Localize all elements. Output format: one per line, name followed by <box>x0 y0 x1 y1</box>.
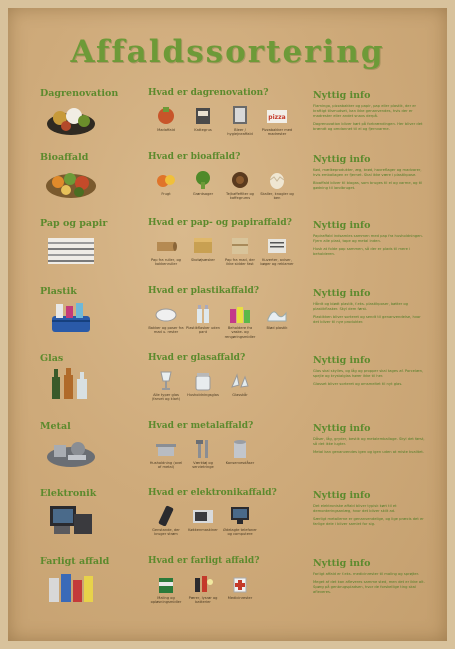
category-question: Hvad er elektronikaffald? <box>148 488 277 498</box>
can-icon <box>228 437 252 459</box>
info-title: Nyttig info <box>313 558 371 569</box>
info-paragraph: Bioaffald bliver til biogas, som bruges til el og varme, og til gødning til landbruget. <box>313 181 423 190</box>
list-item <box>222 302 258 339</box>
vegetable-scraps-icon <box>44 166 98 200</box>
svg-text:pizza: pizza <box>268 114 286 121</box>
item-label: Madaffald <box>157 128 175 132</box>
list-item <box>185 104 221 132</box>
item-label: Husholdning (ovel af metal) <box>149 461 183 470</box>
category-title: Dagrenovation <box>40 88 119 99</box>
jar-icon <box>191 369 215 391</box>
list-item <box>148 234 184 267</box>
list-item <box>185 302 221 335</box>
info-text <box>313 234 425 260</box>
item-label: Beholdere fra vaske- og rengøringsmidler <box>224 326 256 339</box>
info-paragraph: Flamingo, pizzabakker og papir, pap eller plastik, der er kraftigt tilsmudset, kan ikke genanvendes, hvis der er madrester eller andet snavs derpå. <box>313 104 417 118</box>
medicine-icon <box>228 572 252 594</box>
list-item <box>259 168 295 201</box>
list-item <box>259 302 295 330</box>
category-title: Farligt affald <box>40 556 110 567</box>
category-question: Hvad er metalaffald? <box>148 421 254 431</box>
list-item <box>259 104 295 137</box>
glass-bottles-icon <box>44 367 98 401</box>
list-item <box>185 504 221 532</box>
item-list <box>148 234 298 284</box>
fruit-icon <box>154 168 178 190</box>
info-paragraph: Plastikken bliver sorteret og sendt til genanvendelse, hvor det bliver til nye produkter. <box>313 315 421 324</box>
info-paragraph: Metal kan genanvendes igen og igen uden at miste kvalitet. <box>313 450 424 454</box>
item-label: Glasskår <box>232 393 248 397</box>
category-row <box>8 353 447 421</box>
category-row <box>8 88 447 156</box>
info-paragraph: Husk at folde pap sammen, så der er plads til mere i beholderen. <box>313 247 411 256</box>
item-label: Pærer, lysrør og batterier <box>188 596 218 605</box>
eggshell-icon <box>265 168 289 190</box>
list-item <box>222 572 258 600</box>
info-paragraph: Meget af det kan afleveres samme sted, men det er ikke alt. Spørg på genbrugspladsen, hvor de forskellige ting skal afleveres. <box>313 580 425 594</box>
soft-plastic-icon <box>265 302 289 324</box>
vegetable-icon <box>191 168 215 190</box>
list-item <box>148 302 184 335</box>
list-item <box>222 437 258 465</box>
item-label: Skotøjsæsker <box>191 258 215 262</box>
item-label: Frugt <box>161 192 171 196</box>
list-item <box>148 437 184 470</box>
category-question: Hvad er dagrenovation? <box>148 88 269 98</box>
poster-title: Affaldssortering <box>70 34 385 70</box>
item-label: Te/kaffefilter og kaffegrums <box>226 192 254 201</box>
wine-glass-icon <box>154 369 178 391</box>
bottle-icon <box>191 302 215 324</box>
category-title: Plastik <box>40 286 77 297</box>
info-text <box>313 369 425 390</box>
item-list <box>148 104 298 154</box>
item-label: Maling og opløsningsmidler <box>150 596 182 605</box>
item-list <box>148 572 298 622</box>
list-item <box>259 234 295 267</box>
item-list <box>148 437 298 487</box>
item-label: Bakker og poser fra mad u. rester <box>148 326 184 335</box>
newspaper-icon <box>265 234 289 256</box>
detergent-icon <box>228 302 252 324</box>
shards-icon <box>228 369 252 391</box>
paper-stack-icon <box>44 232 98 266</box>
list-item <box>185 369 221 397</box>
item-label: Genstande, der bruger strøm <box>152 528 180 537</box>
list-item <box>222 504 258 537</box>
list-item <box>148 504 184 537</box>
category-question: Hvad er glasaffald? <box>148 353 246 363</box>
list-item <box>185 234 221 262</box>
category-row <box>8 488 447 556</box>
pizza-box-icon <box>265 104 289 126</box>
list-item <box>222 104 258 137</box>
category-question: Hvad er farligt affald? <box>148 556 260 566</box>
list-item <box>185 168 221 196</box>
item-label: Konservesdåser <box>225 461 255 465</box>
info-paragraph: Papiraffald indsamles sammen med pap fra husholdningen. Fjern alle plast, tape og metal inden. <box>313 234 423 243</box>
list-item <box>148 369 184 402</box>
chemical-containers-icon <box>44 570 98 604</box>
computer-icon <box>228 504 252 526</box>
list-item <box>185 572 221 605</box>
paper-roll-icon <box>154 234 178 256</box>
item-list <box>148 168 298 218</box>
category-title: Pap og papir <box>40 218 108 229</box>
info-paragraph: Kød, mælkeprodukter, æg, brød, havreflager og madvarer, hvis emballagen er fjernet. Skal ikke være i plastikpose. <box>313 168 422 177</box>
item-label: Bleer / hygiejneaffald <box>227 128 253 137</box>
info-title: Nyttig info <box>313 423 371 434</box>
remote-icon <box>154 504 178 526</box>
info-paragraph: Farligt affald er f.eks. medicinrester til maling og sprøjter. <box>313 572 419 576</box>
electronic-devices-icon <box>44 502 98 536</box>
plastic-basket-icon <box>44 300 98 334</box>
item-label: Værktøj og servietringe <box>192 461 214 470</box>
category-question: Hvad er pap- og papiraffald? <box>148 218 292 228</box>
item-label: Blød plastik <box>266 326 288 330</box>
info-text <box>313 302 425 328</box>
category-title: Metal <box>40 421 71 432</box>
info-title: Nyttig info <box>313 154 371 165</box>
category-row <box>8 556 447 624</box>
category-question: Hvad er plastikaffald? <box>148 286 260 296</box>
item-label: Kuverter, aviser, bøger og reklamer <box>260 258 294 267</box>
item-label: Pap fra mad, der ikke sidder fast <box>225 258 255 267</box>
list-item <box>222 234 258 267</box>
info-paragraph: Dåser, låg, gryder, bestik og metalemballage. Skyl det først, så det ikke lugter. <box>313 437 425 446</box>
list-item <box>148 572 184 605</box>
item-label: Ødelagte telefoner og computere <box>223 528 257 537</box>
item-list <box>148 302 298 352</box>
recycling-poster <box>8 8 447 641</box>
shoebox-icon <box>191 234 215 256</box>
info-title: Nyttig info <box>313 355 371 366</box>
info-paragraph: Glas skal skylles, og låg og propper skal tages af. Porcelæn, spejle og krystalglas hører ikke til her. <box>313 369 424 378</box>
item-label: Husholdningsglas <box>187 393 219 397</box>
info-title: Nyttig info <box>313 220 371 231</box>
list-item <box>222 168 258 201</box>
info-paragraph: Hårdt og blødt plastik, f.eks. plastikposer, bøtter og plastikflasker. Skyl dem først. <box>313 302 408 311</box>
paint-can-icon <box>154 572 178 594</box>
category-row <box>8 421 447 489</box>
item-list <box>148 369 298 419</box>
metal-scrap-icon <box>44 435 98 469</box>
item-label: Alle typer glas (farvet og klart) <box>151 393 181 402</box>
info-text <box>313 437 425 458</box>
info-paragraph: Glasset bliver sorteret og omsmeltet til nyt glas. <box>313 382 403 386</box>
item-label: Grøntsager <box>192 192 214 196</box>
info-text <box>313 504 425 530</box>
plastic-tray-icon <box>154 302 178 324</box>
info-paragraph: Dagrenovation bliver kørt på forbrændingen. Her bliver det brændt og omdannet til el og fjernvarme. <box>313 122 423 131</box>
category-title: Bioaffald <box>40 152 89 163</box>
info-title: Nyttig info <box>313 490 371 501</box>
item-label: Pap fra ruller, og kokkenruller <box>151 258 181 267</box>
category-question: Hvad er bioaffald? <box>148 152 241 162</box>
info-text <box>313 168 425 194</box>
category-title: Glas <box>40 353 64 364</box>
cat-litter-icon <box>191 104 215 126</box>
item-label: Plastikflasker uden pant <box>186 326 220 335</box>
info-paragraph: Det elektroniske affald bliver typisk kørt til et demonteringsanlæg, hvor det bliver skilt ad. <box>313 504 397 513</box>
pot-icon <box>154 437 178 459</box>
cardboard-icon <box>228 234 252 256</box>
info-title: Nyttig info <box>313 288 371 299</box>
info-text <box>313 572 425 598</box>
food-waste-bag-icon <box>44 102 98 136</box>
battery-icon <box>191 572 215 594</box>
diaper-icon <box>228 104 252 126</box>
category-row <box>8 218 447 286</box>
category-row <box>8 152 447 220</box>
list-item <box>222 369 258 397</box>
item-list <box>148 504 298 554</box>
info-paragraph: Særligt metallerne er genanvendelige, og lige præcis det er farlige dele i bliver samlet for sig. <box>313 517 424 526</box>
info-title: Nyttig info <box>313 90 371 101</box>
category-row <box>8 286 447 354</box>
item-label: Medicinrester <box>227 596 253 600</box>
info-text <box>313 104 425 135</box>
item-label: Skaller, knogler og ben <box>260 192 294 201</box>
item-label: Pizzabakker med madrester <box>261 128 293 137</box>
food-icon <box>154 104 178 126</box>
list-item <box>148 104 184 132</box>
list-item <box>148 168 184 196</box>
microwave-icon <box>191 504 215 526</box>
category-title: Elektronik <box>40 488 97 499</box>
list-item <box>185 437 221 470</box>
item-label: Kattegrus <box>194 128 212 132</box>
item-label: Køkkenmaskiner <box>188 528 218 532</box>
tools-icon <box>191 437 215 459</box>
coffee-icon <box>228 168 252 190</box>
